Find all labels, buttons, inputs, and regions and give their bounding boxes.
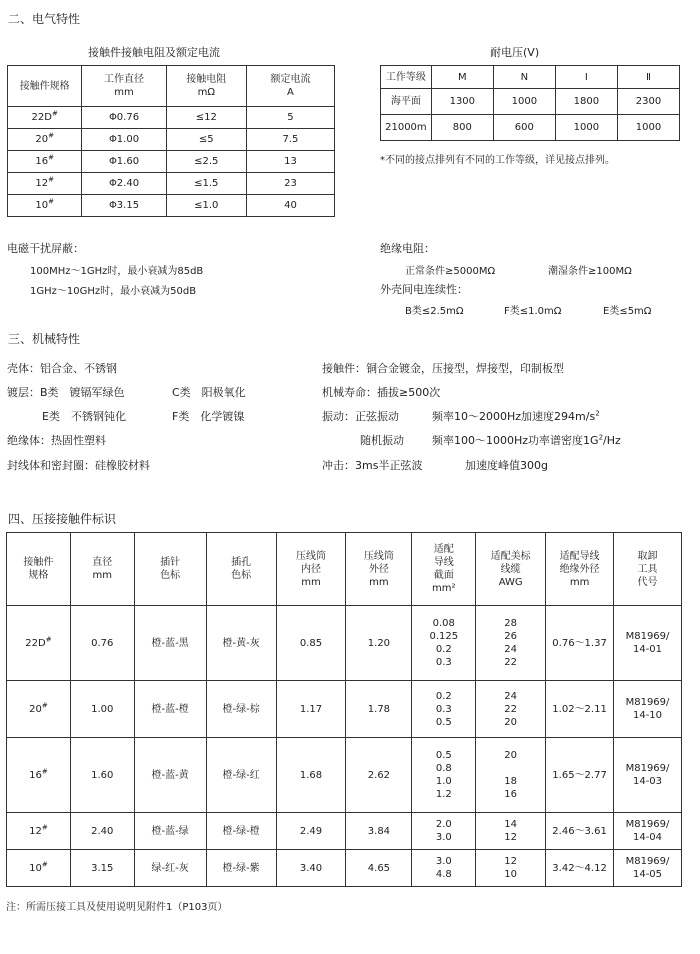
barrel-inner-cell: 1.68: [276, 738, 346, 813]
diameter-cell: Φ2.40: [82, 173, 166, 195]
diameter-cell: 1.60: [70, 738, 134, 813]
table-row: [7, 681, 682, 738]
barrel-inner-cell: 1.17: [276, 681, 346, 738]
shell-material: 壳体：铝合金、不锈钢: [7, 362, 117, 375]
header-cell: 接触件规格: [8, 66, 82, 107]
contact-size-cell: 20#: [7, 681, 71, 738]
crimp-note: 注：所需压接工具及使用说明见附件1（P103页）: [6, 902, 228, 913]
header-cell: 压线筒 外径 mm: [346, 533, 412, 606]
wire-area-cell: 2.0 3.0: [412, 813, 476, 850]
header-cell: 压线筒 内径 mm: [276, 533, 346, 606]
contact-size-cell: 22D#: [7, 606, 71, 681]
resistance-cell: ≤12: [166, 107, 246, 129]
socket-color-cell: 橙-黄-灰: [206, 606, 276, 681]
voltage-cell: 1000: [555, 115, 617, 141]
continuity-f: F类≤1.0mΩ: [504, 306, 562, 317]
current-cell: 5: [246, 107, 334, 129]
table-row: [381, 115, 680, 141]
tool-code-cell: M81969/ 14-04: [614, 813, 682, 850]
contact-size-cell: 20#: [8, 129, 82, 151]
insulation-od-cell: 1.65～2.77: [546, 738, 614, 813]
seal-material: 封线体和密封圈：硅橡胶材料: [7, 459, 150, 472]
voltage-cell: 600: [493, 115, 555, 141]
table-row: [8, 195, 335, 217]
contact-size-cell: 12#: [8, 173, 82, 195]
wire-area-cell: 0.5 0.8 1.0 1.2: [412, 738, 476, 813]
mechanical-life: 机械寿命：插拔≥500次: [322, 386, 441, 399]
socket-color-cell: 橙-绿-紫: [206, 850, 276, 887]
continuity-b: B类≤2.5mΩ: [405, 306, 464, 317]
tool-code-cell: M81969/ 14-01: [614, 606, 682, 681]
resistance-table-title: 接触件接触电阻及额定电流: [88, 46, 220, 59]
table-header-row: [381, 66, 680, 89]
wire-area-cell: 0.2 0.3 0.5: [412, 681, 476, 738]
table-header-row: [8, 66, 335, 107]
voltage-table: [380, 65, 680, 141]
emi-line-2: 1GHz～10GHz时，最小衰减为50dB: [30, 286, 197, 297]
pin-color-cell: 绿-红-灰: [134, 850, 206, 887]
voltage-cell: 800: [431, 115, 493, 141]
diameter-cell: 2.40: [70, 813, 134, 850]
resistance-table: [7, 65, 335, 217]
insulation-od-cell: 1.02～2.11: [546, 681, 614, 738]
header-cell: M: [431, 66, 493, 89]
header-cell: 接触电阻 mΩ: [166, 66, 246, 107]
contact-size-cell: 16#: [8, 151, 82, 173]
header-cell: 直径 mm: [70, 533, 134, 606]
barrel-outer-cell: 3.84: [346, 813, 412, 850]
header-cell: 适配导线 绝缘外径 mm: [546, 533, 614, 606]
insulation-humid: 潮湿条件≥100MΩ: [548, 266, 632, 277]
awg-cell: 20 18 16: [476, 738, 546, 813]
header-cell: Ⅰ: [555, 66, 617, 89]
crimp-contact-table: [6, 532, 682, 887]
current-cell: 40: [246, 195, 334, 217]
awg-cell: 14 12: [476, 813, 546, 850]
table-row: [8, 173, 335, 195]
insulator-material: 绝缘体：热固性塑料: [7, 434, 106, 447]
table-row: [7, 850, 682, 887]
voltage-cell: 1000: [617, 115, 679, 141]
barrel-outer-cell: 1.78: [346, 681, 412, 738]
sine-vibration-label: 振动：正弦振动: [322, 410, 399, 423]
header-cell: 工作等级: [381, 66, 432, 89]
barrel-outer-cell: 4.65: [346, 850, 412, 887]
contact-size-cell: 10#: [7, 850, 71, 887]
shock-label: 冲击：3ms半正弦波: [322, 459, 423, 472]
header-cell: 插针 色标: [134, 533, 206, 606]
header-cell: 插孔 色标: [206, 533, 276, 606]
header-cell: 取卸 工具 代号: [614, 533, 682, 606]
barrel-inner-cell: 3.40: [276, 850, 346, 887]
diameter-cell: Φ0.76: [82, 107, 166, 129]
header-cell: Ⅱ: [617, 66, 679, 89]
sine-vibration-value: 频率10～2000Hz加速度$294m/s^2$: [432, 409, 600, 423]
insulation-od-cell: 3.42～4.12: [546, 850, 614, 887]
awg-cell: 12 10: [476, 850, 546, 887]
section-title-electrical: 二、电气特性: [8, 12, 81, 26]
tool-code-cell: M81969/ 14-05: [614, 850, 682, 887]
current-cell: 7.5: [246, 129, 334, 151]
wire-area-cell: 0.08 0.125 0.2 0.3: [412, 606, 476, 681]
header-cell: 额定电流 A: [246, 66, 334, 107]
table-row: [381, 89, 680, 115]
emi-line-1: 100MHz～1GHz时，最小衰减为85dB: [30, 266, 204, 277]
diameter-cell: 1.00: [70, 681, 134, 738]
contact-size-cell: 10#: [8, 195, 82, 217]
table-row: [8, 107, 335, 129]
random-vibration-value: 频率100～1000Hz功率谱密度$1G^2/Hz$: [432, 433, 621, 447]
contact-material: 接触件：铜合金镀金，压接型，焊接型，印制板型: [322, 362, 564, 375]
current-cell: 13: [246, 151, 334, 173]
resistance-cell: ≤5: [166, 129, 246, 151]
wire-area-cell: 3.0 4.8: [412, 850, 476, 887]
continuity-e: E类≤5mΩ: [603, 306, 652, 317]
voltage-cell: 1300: [431, 89, 493, 115]
resistance-cell: ≤2.5: [166, 151, 246, 173]
resistance-cell: ≤1.0: [166, 195, 246, 217]
resistance-cell: ≤1.5: [166, 173, 246, 195]
barrel-inner-cell: 0.85: [276, 606, 346, 681]
tool-code-cell: M81969/ 14-10: [614, 681, 682, 738]
contact-size-cell: 16#: [7, 738, 71, 813]
current-cell: 23: [246, 173, 334, 195]
insulation-od-cell: 2.46～3.61: [546, 813, 614, 850]
section-title-mechanical: 三、机械特性: [8, 332, 81, 346]
diameter-cell: Φ1.00: [82, 129, 166, 151]
socket-color-cell: 橙-绿-橙: [206, 813, 276, 850]
insulation-title: 绝缘电阻：: [380, 242, 435, 255]
diameter-cell: 3.15: [70, 850, 134, 887]
contact-size-cell: 12#: [7, 813, 71, 850]
shock-value: 加速度峰值300g: [465, 459, 548, 472]
socket-color-cell: 橙-绿-红: [206, 738, 276, 813]
header-cell: 工作直径 mm: [82, 66, 166, 107]
voltage-cell: 2300: [617, 89, 679, 115]
table-row: [7, 813, 682, 850]
plating-c: C类 阳极氧化: [172, 386, 246, 399]
voltage-cell: 1800: [555, 89, 617, 115]
pin-color-cell: 橙-蓝-黑: [134, 606, 206, 681]
insulation-od-cell: 0.76～1.37: [546, 606, 614, 681]
barrel-inner-cell: 2.49: [276, 813, 346, 850]
header-cell: 接触件 规格: [7, 533, 71, 606]
header-cell: 适配美标 线缆 AWG: [476, 533, 546, 606]
table-row: [8, 151, 335, 173]
barrel-outer-cell: 1.20: [346, 606, 412, 681]
contact-size-cell: 22D#: [8, 107, 82, 129]
random-vibration-label: 随机振动: [360, 434, 404, 447]
voltage-note: *不同的接点排列有不同的工作等级，详见接点排列。: [380, 155, 615, 166]
pin-color-cell: 橙-蓝-橙: [134, 681, 206, 738]
pin-color-cell: 橙-蓝-黄: [134, 738, 206, 813]
plating-f: F类 化学镀镍: [172, 410, 245, 423]
header-cell: 适配 导线 截面 mm²: [412, 533, 476, 606]
table-row: [8, 129, 335, 151]
table-row: [7, 738, 682, 813]
plating-b: 镀层：B类 镀镉军绿色: [7, 386, 125, 399]
table-row: [7, 606, 682, 681]
voltage-cell: 1000: [493, 89, 555, 115]
insulation-normal: 正常条件≥5000MΩ: [405, 266, 496, 277]
awg-cell: 28 26 24 22: [476, 606, 546, 681]
socket-color-cell: 橙-绿-棕: [206, 681, 276, 738]
header-cell: N: [493, 66, 555, 89]
altitude-cell: 21000m: [381, 115, 432, 141]
tool-code-cell: M81969/ 14-03: [614, 738, 682, 813]
section-title-crimp: 四、压接接触件标识: [8, 512, 117, 526]
pin-color-cell: 橙-蓝-绿: [134, 813, 206, 850]
shell-continuity-title: 外壳间电连续性：: [380, 283, 468, 296]
table-header-row: [7, 533, 682, 606]
barrel-outer-cell: 2.62: [346, 738, 412, 813]
diameter-cell: Φ3.15: [82, 195, 166, 217]
voltage-table-title: 耐电压(V): [490, 46, 540, 59]
diameter-cell: 0.76: [70, 606, 134, 681]
awg-cell: 24 22 20: [476, 681, 546, 738]
plating-e: E类 不锈钢钝化: [42, 410, 126, 423]
emi-title: 电磁干扰屏蔽：: [7, 242, 84, 255]
altitude-cell: 海平面: [381, 89, 432, 115]
diameter-cell: Φ1.60: [82, 151, 166, 173]
